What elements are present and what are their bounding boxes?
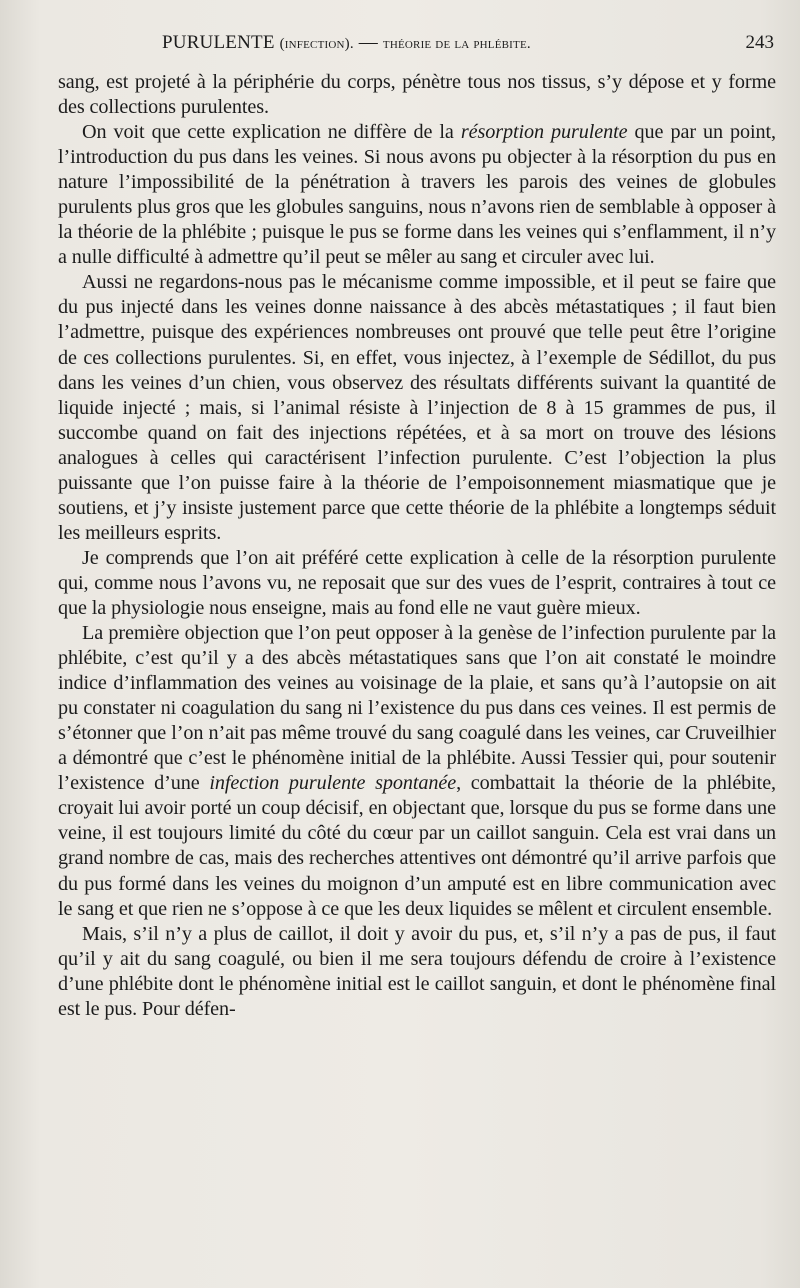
page-number: 243 <box>745 32 774 53</box>
text-run: sang, est projeté à la périphérie du corps, pénètre tous nos tissus, s’y dépose et y forme des collections purulentes. <box>58 71 776 119</box>
text-run: On voit que cette explication ne diffère de la <box>82 121 461 144</box>
header-title-main: PURULENTE <box>162 32 275 53</box>
paragraph <box>58 120 776 270</box>
paragraph <box>58 922 776 1022</box>
italic-phrase: résorption purulente <box>460 121 628 144</box>
header-title-dash: — <box>358 32 378 53</box>
text-run: , combattait la théorie de la phlébite, croyait lui avoir porté un coup décisif, en objectant que, lorsque du pus se forme dans une veine, il est toujours limité du côté du cœur par un caillot sanguin. Cela est vrai dans un grand nombre de cas, mais des recherches attentives ont démontré qu’il arrive parfois que du pus formé dans les veines du moignon d’un amputé est en libre communication avec le sang et que rien ne s’oppose à ce que les deux liquides se mêlent et circulent ensemble. <box>58 772 776 920</box>
running-title <box>162 32 531 54</box>
paragraph <box>58 546 776 621</box>
paragraph <box>58 621 776 922</box>
text-run: Je comprends que l’on ait préféré cette explication à celle de la résorption purulente qui, comme nous l’avons vu, ne reposait que sur des vues de l’esprit, contraires à tout ce que la physiologie nous enseigne, mais au fond elle ne vaut guère mieux. <box>58 546 776 619</box>
text-run: La première objection que l’on peut opposer à la genèse de l’infection purulente par la phlébite, c’est qu’il y a des abcès métastatiques sans que l’on ait constaté le moindre indice d’inflammation des veines au voisinage de la plaie, et sans qu’à l’autopsie on ait pu constater ni coagulation du sang ni l’existence du pus dans ces veines. Il est permis de s’étonner que l’on n’ait pas même trouvé du sang coagulé dans les veines, car Cruveilhier a démontré que c’est le phénomène initial de la phlébite. Aussi Tessier qui, pour soutenir l’existence d’une <box>58 622 776 795</box>
header-title-paren: (infection). <box>279 36 354 52</box>
italic-phrase: infection purulente spontanée <box>209 772 457 795</box>
text-run: Mais, s’il n’y a plus de caillot, il doit y avoir du pus, et, s’il n’y a pas de pus, il faut qu’il y ait du sang coagulé, ou bien il me sera toujours défendu de croire à l’existence d’une phlébite dont le phénomène initial est le caillot sanguin, et dont le phénomène final est le pus. Pour défen- <box>58 922 776 1020</box>
body-text <box>58 70 776 1022</box>
text-run: que par un point, l’introduction du pus dans les veines. Si nous avons pu objecter à la résorption du pus en nature l’impossibilité de la pénétration à travers les parois des veines de globules purulents plus gros que les globules sanguins, nous n’avons rien de semblable à opposer à la théorie de la phlébite ; puisque le pus se forme dans les veines qui s’enflamment, il n’y a nulle difficulté à admettre qu’il peut se mêler au sang et circuler avec lui. <box>58 121 776 269</box>
running-header <box>58 32 774 60</box>
paragraph <box>58 70 776 120</box>
text-run: Aussi ne regardons-nous pas le mécanisme comme impossible, et il peut se faire que du pus injecté dans les veines donne naissance à des abcès métastatiques ; il faut bien l’admettre, puisque des expériences nombreuses ont prouvé que telle peut être l’origine de ces collections purulentes. Si, en effet, vous injectez, à l’exemple de Sédillot, du pus dans les veines d’un chien, vous observez des résultats différents suivant la quantité de liquide injecté ; mais, si l’animal résiste à l’injection de 8 à 15 grammes de pus, il succombe quand on fait des injections répétées, et à sa mort on trouve des lésions analogues à celles qui caractérisent l’infection purulente. C’est l’objection la plus puissante que l’on puisse faire à la théorie de l’empoisonnement miasmatique que je soutiens, et j’y insiste justement parce que cette théorie de la phlébite a longtemps séduit les meilleurs esprits. <box>58 271 776 544</box>
paragraph <box>58 270 776 546</box>
header-title-sub: théorie de la phlébite. <box>382 36 531 52</box>
